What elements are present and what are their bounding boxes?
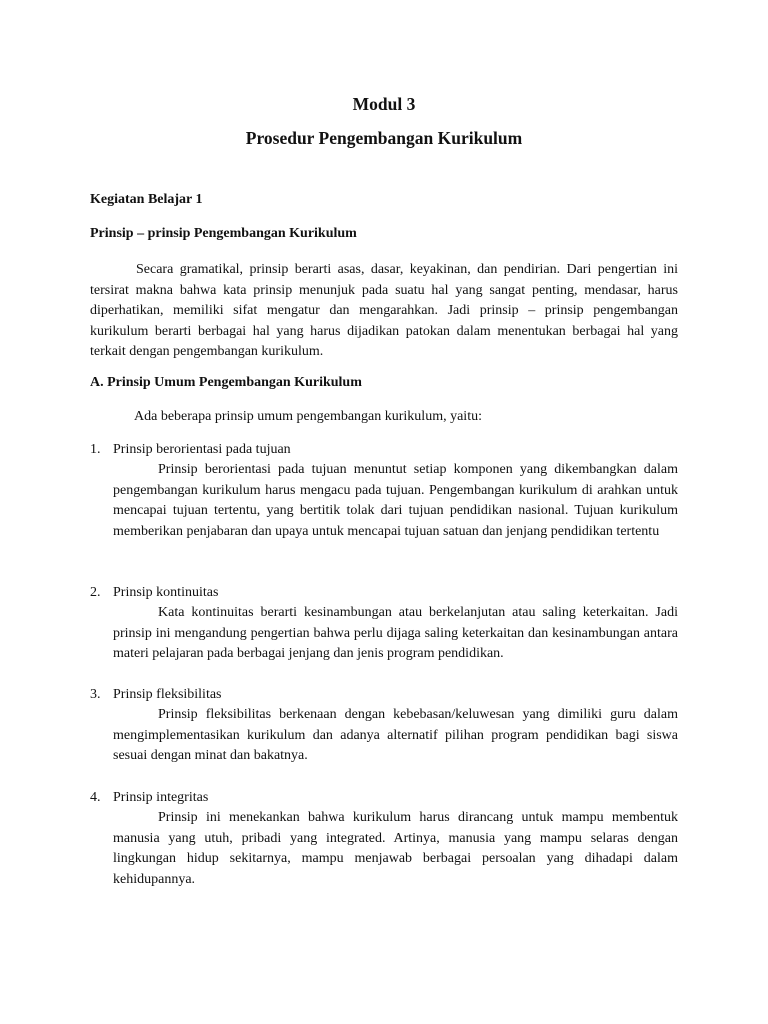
- principle-item: [90, 788, 678, 890]
- principle-number: 2.: [90, 585, 101, 600]
- subsection-intro: Ada beberapa prinsip umum pengembangan kurikulum, yaitu:: [134, 409, 482, 424]
- module-title: Modul 3: [352, 94, 416, 114]
- activity-heading: Kegiatan Belajar 1: [90, 192, 203, 207]
- principle-label: Prinsip integritas: [113, 790, 209, 805]
- intro-paragraph: Secara gramatikal, prinsip berarti asas, dasar, keyakinan, dan pendirian. Dari pengertian ini tersirat makna bahwa kata prinsip menunjuk pada suatu hal yang sangat penting, mendasar, harus diperhatikan, memiliki sifat mengatur dan mengarahkan. Jadi prinsip – prinsip pengembangan kurikulum berarti berbagai hal yang harus dijadikan patokan dalam menentukan berbagai hal yang terkait dengan pengembangan kurikulum.: [90, 262, 678, 359]
- module-subtitle: Prosedur Pengembangan Kurikulum: [245, 128, 523, 148]
- principle-number: 4.: [90, 790, 101, 805]
- principle-item: [90, 685, 678, 767]
- principle-item: [90, 583, 678, 665]
- subsection-heading: A. Prinsip Umum Pengembangan Kurikulum: [90, 375, 362, 390]
- principle-text: Prinsip ini menekankan bahwa kurikulum harus dirancang untuk mampu membentuk manusia yang utuh, pribadi yang integrated. Artinya, manusia yang mampu selaras dengan lingkungan hidup sekitarnya, mampu menjawab berbagai persoalan yang dihadapi dalam kehidupannya.: [113, 810, 678, 887]
- principle-label: Prinsip fleksibilitas: [113, 687, 222, 702]
- principle-number: 1.: [90, 442, 101, 457]
- principle-text: Prinsip berorientasi pada tujuan menuntut setiap komponen yang dikembangkan dalam pengembangan kurikulum harus mengacu pada tujuan. Pengembangan kurikulum di arahkan untuk mencapai tujuan tertentu, yang bertitik tolak dari tujuan pendidikan nasional. Tujuan kurikulum memberikan penjabaran dan upaya untuk mencapai tujuan satuan dan jenjang pendidikan tertentu: [113, 462, 678, 539]
- principle-label: Prinsip berorientasi pada tujuan: [113, 442, 291, 457]
- principle-number: 3.: [90, 687, 101, 702]
- principle-text: Prinsip fleksibilitas berkenaan dengan kebebasan/keluwesan yang dimiliki guru dalam mengimplementasikan kurikulum dan adanya alternatif pilihan program pendidikan bagi siswa sesuai dengan minat dan bakatnya.: [113, 707, 678, 763]
- section-heading: Prinsip – prinsip Pengembangan Kurikulum: [90, 226, 357, 241]
- principle-item: [90, 440, 678, 542]
- principle-text: Kata kontinuitas berarti kesinambungan atau berkelanjutan atau saling keterkaitan. Jadi prinsip ini mengandung pengertian bahwa perlu dijaga saling keterkaitan dan kesinambungan antara materi pelajaran pada berbagai jenjang dan jenis program pendidikan.: [113, 605, 678, 661]
- principle-label: Prinsip kontinuitas: [113, 585, 219, 600]
